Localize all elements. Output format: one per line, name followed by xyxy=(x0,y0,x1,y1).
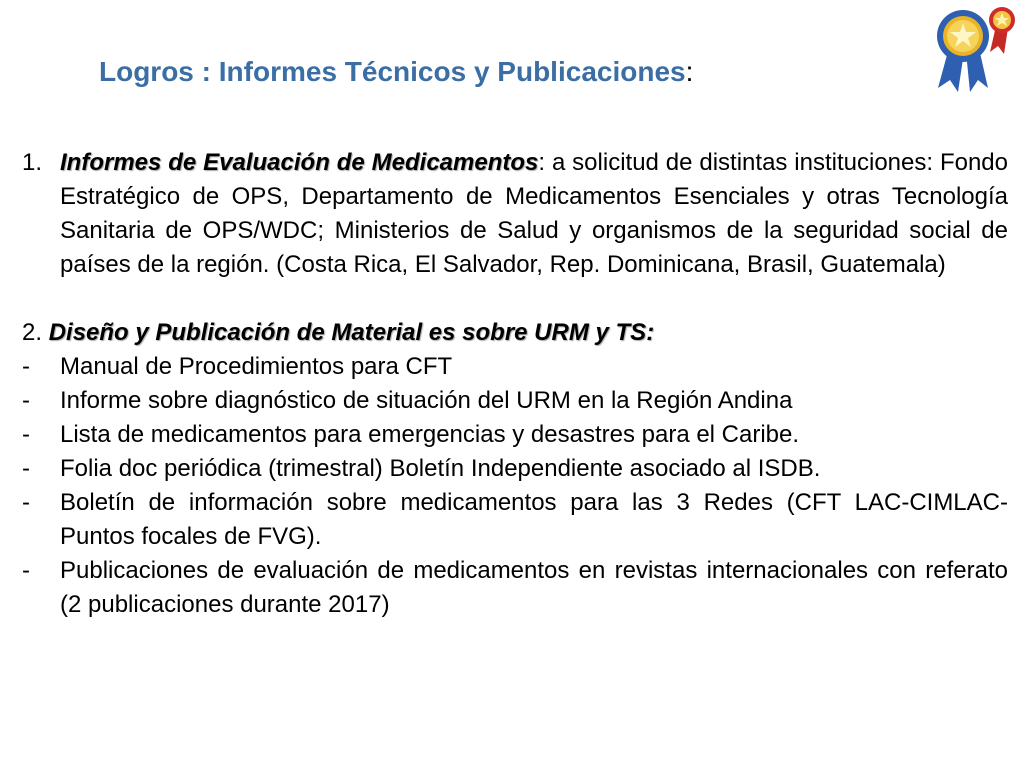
red-rosette-icon xyxy=(989,7,1015,54)
bullet-text: Folia doc periódica (trimestral) Boletín Independiente asociado al ISDB. xyxy=(60,455,821,482)
item-number: 1. xyxy=(22,149,43,176)
bullet-item xyxy=(22,384,1008,418)
bullet-text: Manual de Procedimientos para CFT xyxy=(60,353,453,380)
list-item-1 xyxy=(22,146,1008,282)
blue-rosette-icon xyxy=(937,10,989,92)
bullet-item xyxy=(22,452,1008,486)
bullet-dash: - xyxy=(22,557,30,584)
bullet-text: Informe sobre diagnóstico de situación del URM en la Región Andina xyxy=(60,387,793,414)
bullet-text: Lista de medicamentos para emergencias y desastres para el Caribe. xyxy=(60,421,800,448)
slide-body xyxy=(22,146,1008,622)
bullet-item xyxy=(22,350,1008,384)
item-1-text xyxy=(60,146,1008,282)
item-1-description: : a solicitud de distintas instituciones: Fondo Estratégico de OPS, Departamento de Medicamentos Esenciales y otras Tecnología Sanitaria de OPS/WDC; Ministerios de Salud y organismos de la seguridad social de países de la región. (Costa Rica, El Salvador, Rep. Dominicana, Brasil, Guatemala) xyxy=(60,149,1008,278)
award-ribbons-icon xyxy=(930,4,1022,96)
slide-title xyxy=(99,56,693,88)
bullet-item xyxy=(22,486,1008,554)
bullet-item xyxy=(22,554,1008,622)
bullet-text: Publicaciones de evaluación de medicamentos en revistas internacionales con referato (2 publicaciones durante 2017) xyxy=(60,557,1008,618)
bullet-dash: - xyxy=(22,455,30,482)
bullet-dash: - xyxy=(22,353,30,380)
title-colon: : xyxy=(685,56,694,87)
list-item-2 xyxy=(22,316,1008,350)
bullet-dash: - xyxy=(22,489,30,516)
bullet-text: Boletín de información sobre medicamentos para las 3 Redes (CFT LAC-CIMLAC- Puntos focales de FVG). xyxy=(60,489,1008,550)
item-number: 2. xyxy=(22,319,43,346)
item-2-heading: Diseño y Publicación de Material es sobre URM y TS: xyxy=(48,319,655,346)
bullet-item xyxy=(22,418,1008,452)
bullet-dash: - xyxy=(22,421,30,448)
title-text: Logros : Informes Técnicos y Publicaciones xyxy=(99,56,686,87)
bullet-dash: - xyxy=(22,387,30,414)
item-1-heading: Informes de Evaluación de Medicamentos xyxy=(60,149,539,176)
